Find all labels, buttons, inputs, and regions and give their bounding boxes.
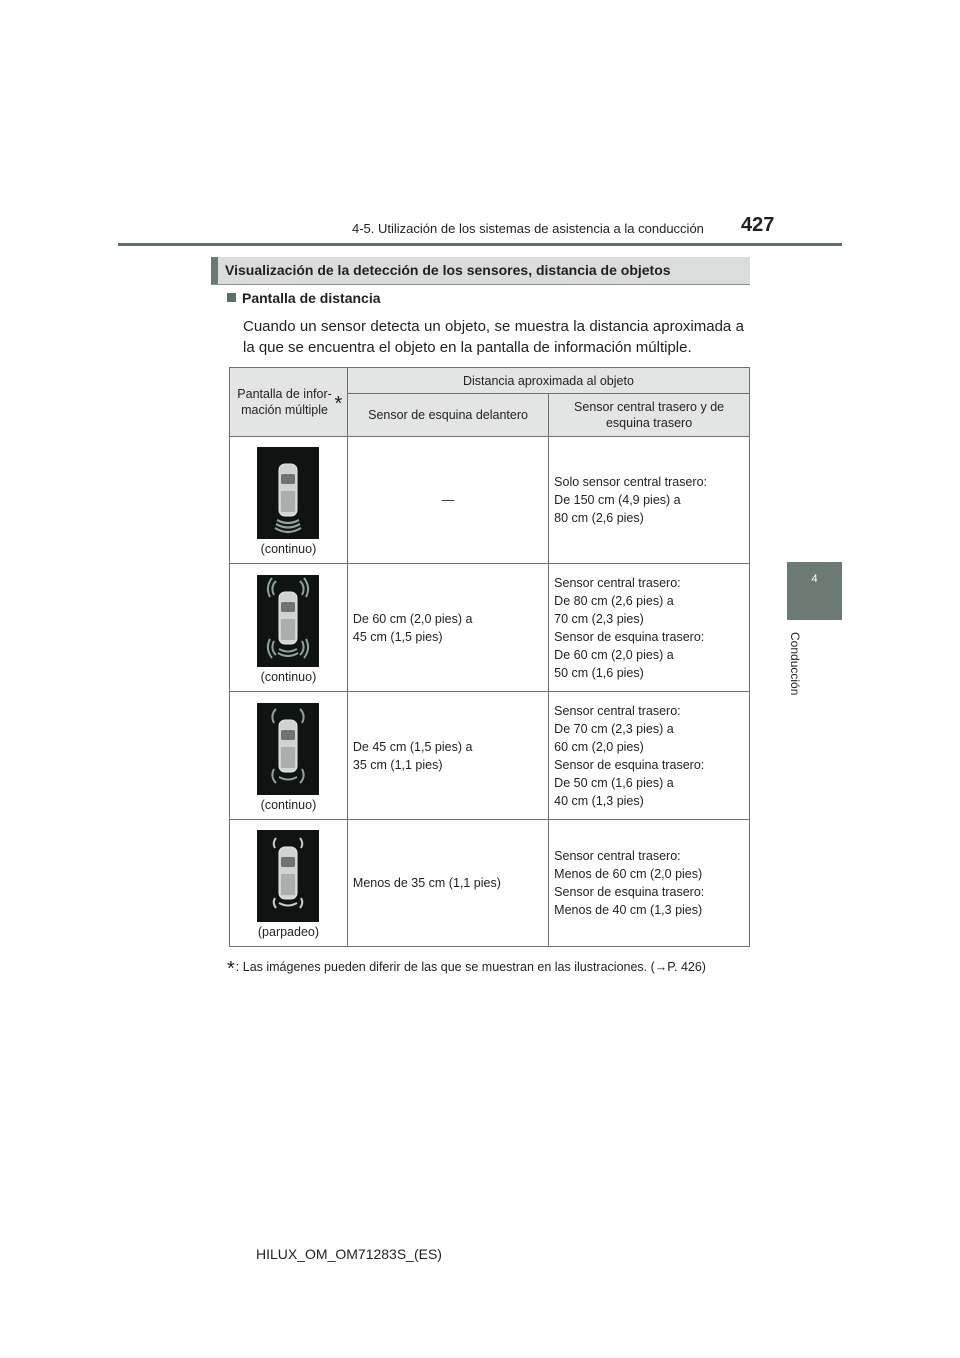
body-paragraph: Cuando un sensor detecta un objeto, se muestra la distancia aproximada a la que se encuentra el objeto en la pantalla de información múltiple. [243, 318, 744, 356]
table-row [230, 692, 750, 820]
display-cell [230, 564, 348, 692]
display-cell [230, 692, 348, 820]
rear-line: 70 cm (2,3 pies) [554, 611, 644, 626]
rear-line: Sensor central trasero: [554, 703, 681, 718]
front-line: 45 cm (1,5 pies) [352, 629, 443, 644]
rear-line: De 50 cm (1,6 pies) a [554, 775, 674, 790]
chapter-tab [787, 562, 842, 620]
front-line: 35 cm (1,1 pies) [352, 757, 443, 772]
front-cell [347, 820, 548, 947]
rear-line: 80 cm (2,6 pies) [554, 511, 644, 525]
col-header-display-text: Pantalla de infor- mación múltiple [237, 387, 332, 417]
rear-line: 50 cm (1,6 pies) [554, 665, 644, 680]
rear-line: 40 cm (1,3 pies) [554, 793, 644, 808]
group-header: Distancia aproximada al objeto [347, 368, 749, 394]
rear-line: De 80 cm (2,6 pies) a [554, 593, 674, 608]
footnote-text: : Las imágenes pueden diferir de las que se muestran en las ilustraciones. (→P. 426) [235, 960, 706, 974]
section-title: Visualización de la detección de los sensores, distancia de objetos [225, 262, 671, 278]
rear-cell [549, 564, 750, 692]
rear-cell [549, 692, 750, 820]
col-header-front: Sensor de esquina delantero [347, 394, 548, 437]
page-number: 427 [741, 214, 775, 236]
close-sensors-display-icon [257, 703, 319, 795]
front-line: Menos de 35 cm (1,1 pies) [352, 876, 501, 890]
rear-cell [549, 820, 750, 947]
col-header-display [230, 368, 348, 437]
front-cell: — [347, 437, 548, 564]
front-line: De 60 cm (2,0 pies) a [352, 611, 473, 626]
rear-line: Sensor central trasero: [554, 575, 681, 590]
chapter-number: 4 [811, 573, 818, 585]
document-code: HILUX_OM_OM71283S_(ES) [256, 1246, 442, 1262]
table-row [230, 820, 750, 947]
front-line: De 45 cm (1,5 pies) a [352, 739, 473, 754]
display-cell [230, 437, 348, 564]
section-accent [211, 257, 218, 284]
section-title-bar [211, 257, 750, 285]
all-sensors-display-icon [257, 575, 319, 667]
chapter-label-text: Conducción [788, 632, 802, 696]
rear-cell [549, 437, 750, 564]
rear-line: Solo sensor central trasero: [554, 475, 708, 489]
col-header-rear [549, 394, 750, 437]
display-cell [230, 820, 348, 947]
rear-line: Sensor de esquina trasero: [554, 757, 705, 772]
rear-line: De 70 cm (2,3 pies) a [554, 721, 674, 736]
table-row [230, 437, 750, 564]
footnote [227, 958, 706, 981]
display-caption: (continuo) [260, 669, 317, 684]
square-bullet-icon [227, 293, 236, 302]
rear-line: Sensor central trasero: [554, 849, 681, 863]
chapter-label [786, 632, 816, 696]
display-caption: (continuo) [260, 542, 317, 556]
display-caption: (parpadeo) [257, 925, 320, 939]
rear-line: De 60 cm (2,0 pies) a [554, 647, 674, 662]
front-cell [347, 692, 548, 820]
rear-line: Sensor de esquina trasero: [554, 885, 705, 899]
footnote-star: * [334, 393, 343, 415]
rear-center-sensor-display-icon [257, 447, 319, 539]
subheading [227, 290, 381, 306]
table-row [230, 564, 750, 692]
rear-line: Menos de 60 cm (2,0 pies) [554, 867, 703, 881]
blinking-sensors-display-icon [257, 830, 319, 922]
distance-table [229, 367, 750, 947]
display-caption: (continuo) [260, 797, 317, 812]
col-header-rear-text: Sensor central trasero y de esquina trasero [574, 400, 725, 430]
front-cell [347, 564, 548, 692]
rear-line: 60 cm (2,0 pies) [554, 739, 644, 754]
rear-line: Menos de 40 cm (1,3 pies) [554, 903, 703, 917]
rear-line: De 150 cm (4,9 pies) a [554, 493, 681, 507]
footnote-star-mark: * [227, 958, 235, 980]
rear-line: Sensor de esquina trasero: [554, 629, 705, 644]
subheading-text: Pantalla de distancia [242, 290, 381, 306]
header-rule [118, 243, 842, 246]
running-header: 4-5. Utilización de los sistemas de asistencia a la conducción [352, 221, 704, 236]
